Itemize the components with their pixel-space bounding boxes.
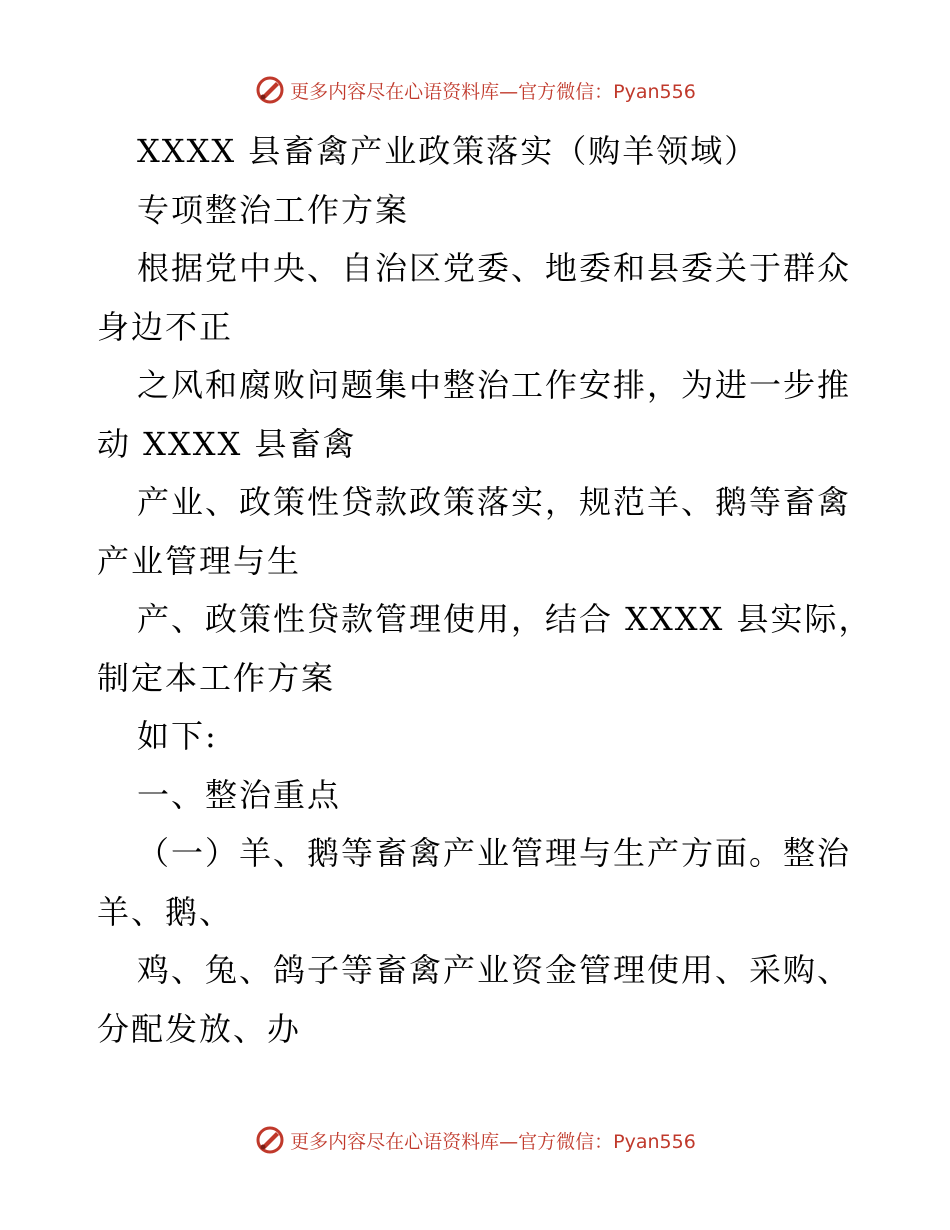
paragraph-line: 之风和腐败问题集中整治工作安排，为进一步推 xyxy=(137,366,852,404)
paragraph-line: 产业、政策性贷款政策落实，规范羊、鹅等畜禽 xyxy=(137,483,852,521)
document-subtitle-line: 专项整治工作方案 xyxy=(137,190,410,229)
paragraph-line: 产、政策性贷款管理使用，结合 XXXX 县实际， xyxy=(137,600,873,638)
paragraph-line: （一）羊、鹅等畜禽产业管理与生产方面。整治 xyxy=(137,834,852,872)
section-heading-line: 一、整治重点 xyxy=(137,775,342,814)
paragraph-line: 身边不正 xyxy=(97,307,234,346)
paragraph-line: 分配发放、办 xyxy=(97,1009,302,1048)
document-title-line: XXXX 县畜禽产业政策落实（购羊领域） xyxy=(137,132,759,170)
footer-watermark-text: 更多内容尽在心语资料库—官方微信：Pyan556 xyxy=(290,1130,696,1153)
brush-pen-logo-icon xyxy=(254,74,286,106)
footer-watermark-banner xyxy=(0,1123,950,1157)
paragraph-line: 制定本工作方案 xyxy=(97,658,336,697)
document-body xyxy=(97,122,873,1058)
brush-pen-logo-icon xyxy=(254,1124,286,1156)
paragraph-line: 产业管理与生 xyxy=(97,541,302,580)
paragraph-line: 根据党中央、自治区党委、地委和县委关于群众 xyxy=(137,249,852,287)
paragraph-line: 鸡、兔、鸽子等畜禽产业资金管理使用、采购、 xyxy=(137,951,852,989)
paragraph-line: 如下: xyxy=(137,717,218,755)
header-watermark-banner xyxy=(0,73,950,107)
paragraph-line: 动 XXXX 县畜禽 xyxy=(97,424,357,463)
paragraph-line: 羊、鹅、 xyxy=(97,892,234,931)
header-watermark-text: 更多内容尽在心语资料库—官方微信：Pyan556 xyxy=(290,80,696,103)
